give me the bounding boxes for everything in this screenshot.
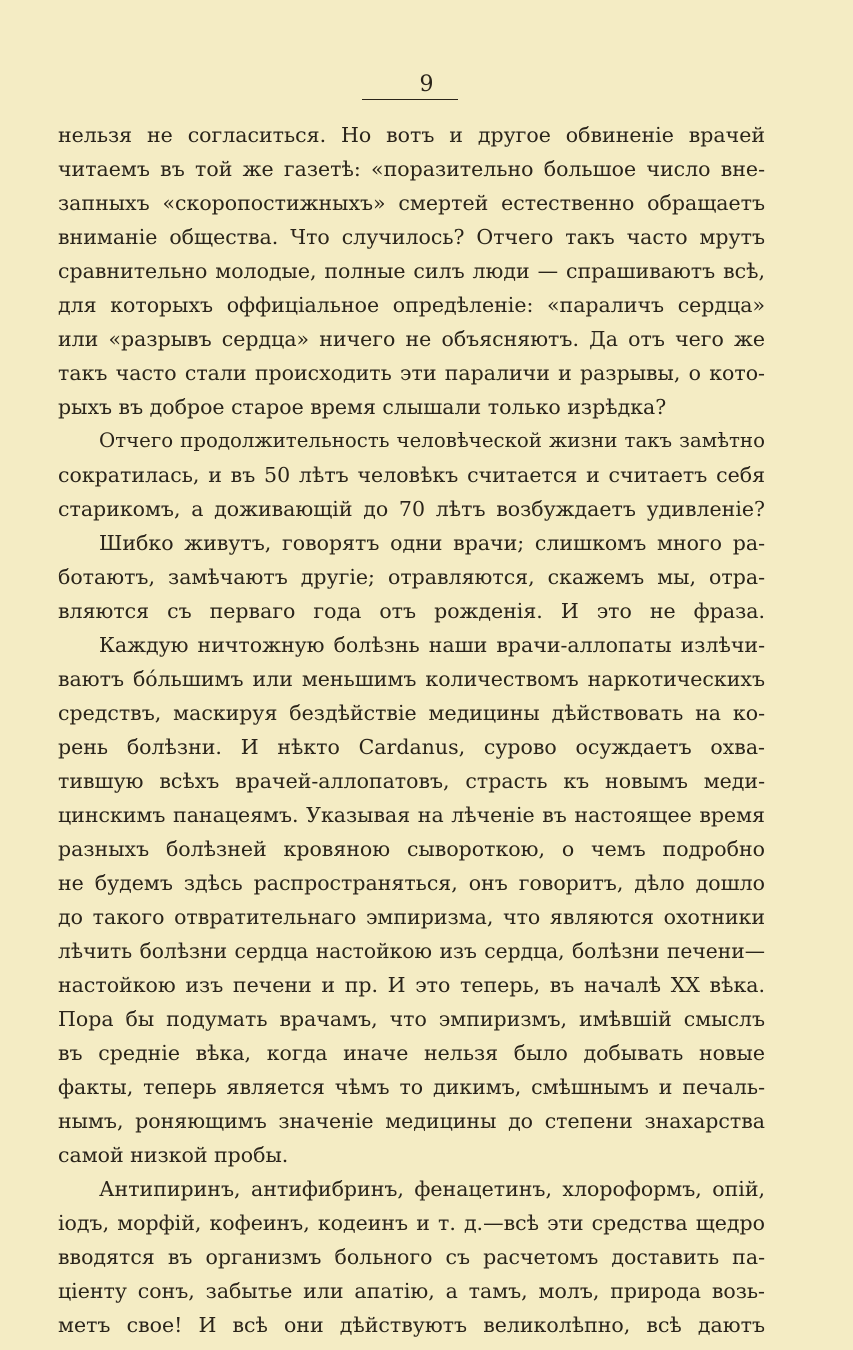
- text-line: сократилась, и въ 50 лѣтъ человѣкъ считается и считаетъ себя: [58, 463, 765, 487]
- text-line: тившую всѣхъ врачей-аллопатовъ, страсть къ новымъ меди-: [58, 769, 765, 793]
- text-line: старикомъ, а доживающій до 70 лѣтъ возбуждаетъ удивленіе?: [58, 497, 765, 521]
- text-line: Пора бы подумать врачамъ, что эмпиризмъ, имѣвшій смыслъ: [58, 1007, 765, 1031]
- page-number: 9: [419, 72, 434, 97]
- text-line: читаемъ въ той же газетѣ: «поразительно большое число вне-: [58, 157, 765, 181]
- text-line: цинскимъ панацеямъ. Указывая на лѣченіе въ настоящее время: [58, 803, 765, 827]
- text-line: факты, теперь является чѣмъ то дикимъ, смѣшнымъ и печаль-: [58, 1075, 765, 1099]
- text-line: самой низкой пробы.: [58, 1143, 289, 1167]
- text-line: нымъ, роняющимъ значеніе медицины до степени знахарства: [58, 1109, 765, 1133]
- text-line: такъ часто стали происходить эти параличи и разрывы, о кото-: [58, 361, 765, 385]
- page-number-rule: [362, 99, 458, 100]
- text-line: запныхъ «скоропостижныхъ» смертей естественно обращаетъ: [58, 191, 765, 215]
- text-line: ваютъ бóльшимъ или меньшимъ количествомъ наркотическихъ: [58, 667, 765, 691]
- text-line: разныхъ болѣзней кровяною сывороткою, о чемъ подробно: [58, 837, 765, 861]
- text-line: рень болѣзни. И нѣкто Cardanus, сурово осуждаетъ охва-: [58, 735, 765, 759]
- text-line: ботаютъ, замѣчаютъ другіе; отравляются, скажемъ мы, отра-: [58, 565, 765, 589]
- text-line: метъ свое! И всѣ они дѣйствуютъ великолѣпно, всѣ даютъ: [58, 1313, 765, 1337]
- text-line: вляются съ перваго года отъ рожденія. И это не фраза.: [58, 599, 765, 623]
- text-line: Отчего продолжительность человѣческой жизни такъ замѣтно: [99, 429, 765, 452]
- text-line: Каждую ничтожную болѣзнь наши врачи-аллопаты излѣчи-: [99, 633, 765, 657]
- text-line: Шибко живутъ, говорятъ одни врачи; слишкомъ много ра-: [99, 531, 765, 555]
- text-line: вниманіе общества. Что случилось? Отчего такъ часто мрутъ: [58, 225, 765, 249]
- text-line: ціенту сонъ, забытье или апатію, а тамъ, молъ, природа возь-: [58, 1279, 765, 1303]
- text-line: сравнительно молодые, полные силъ люди — спрашиваютъ всѣ,: [58, 259, 765, 283]
- text-line: іодъ, морфій, кофеинъ, кодеинъ и т. д.—всѣ эти средства щедро: [58, 1211, 765, 1235]
- text-line: въ средніе вѣка, когда иначе нельзя было добывать новые: [58, 1041, 765, 1065]
- text-line: не будемъ здѣсь распространяться, онъ говоритъ, дѣло дошло: [58, 871, 765, 895]
- text-line: Антипиринъ, антифибринъ, фенацетинъ, хлороформъ, опій,: [99, 1177, 765, 1201]
- text-line: средствъ, маскируя бездѣйствіе медицины дѣйствовать на ко-: [58, 701, 765, 725]
- text-line: до такого отвратительнаго эмпиризма, что являются охотники: [58, 905, 765, 929]
- text-line: лѣчить болѣзни сердца настойкою изъ сердца, болѣзни печени—: [58, 939, 765, 963]
- text-line: вводятся въ организмъ больного съ расчетомъ доставить па-: [58, 1245, 765, 1269]
- text-line: или «разрывъ сердца» ничего не объясняютъ. Да отъ чего же: [58, 327, 765, 351]
- text-line: для которыхъ оффиціальное опредѣленіе: «параличъ сердца»: [58, 293, 765, 317]
- text-line: рыхъ въ доброе старое время слышали только изрѣдка?: [58, 395, 667, 419]
- text-line: нельзя не согласиться. Но вотъ и другое обвиненіе врачей: [58, 123, 765, 147]
- text-line: настойкою изъ печени и пр. И это теперь, въ началѣ XX вѣка.: [58, 973, 765, 997]
